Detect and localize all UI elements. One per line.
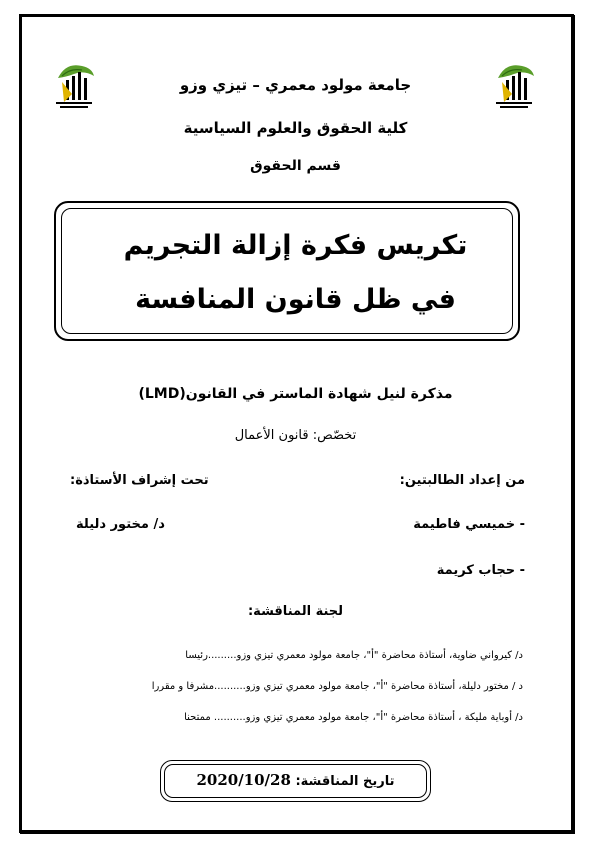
faculty-name: كلية الحقوق والعلوم السياسية [183,119,408,137]
title-box [54,201,520,341]
student-name: - خميسي فاطيمة [413,517,525,532]
committee-member: د/ أوباية مليكة ، أستاذة محاضرة "أ"، جامعة مولود معمري تيزي وزو.......... ممتحنا [184,712,523,723]
student-name: - حجاب كريمة [436,563,525,578]
discussion-date-line [160,771,431,789]
prepared-by-label: من إعداد الطالبتين: [399,473,525,488]
discussion-date: 2020/10/28 [196,771,291,789]
committee-member: د / مختور دليلة، أستاذة محاضرة "أ"، جامعة مولود معمري تيزي وزو..........مشرفا و مقررا [151,681,523,692]
memo-description: مذكرة لنيل شهادة الماستر في القانون(LMD) [138,386,453,402]
specialty: تخصّص: قانون الأعمال [234,428,357,443]
thesis-title-line2: في ظل قانون المنافسة [135,284,456,315]
committee-member: د/ كيرواني ضاوية، أستاذة محاضرة "أ"، جامعة مولود معمري تيزي وزو.........رئيسا [185,650,523,661]
supervisor-name: د/ مختور دليلة [76,517,165,532]
discussion-date-label: تاريخ المناقشة: [295,774,395,789]
thesis-title-line1: تكريس فكرة إزالة التجريم [123,230,468,261]
department-name: قسم الحقوق [250,158,341,174]
committee-label: لجنة المناقشة: [247,604,344,619]
supervisor-label: تحت إشراف الأستاذة: [70,473,209,488]
university-name: جامعة مولود معمري – تيزي وزو [179,76,412,94]
